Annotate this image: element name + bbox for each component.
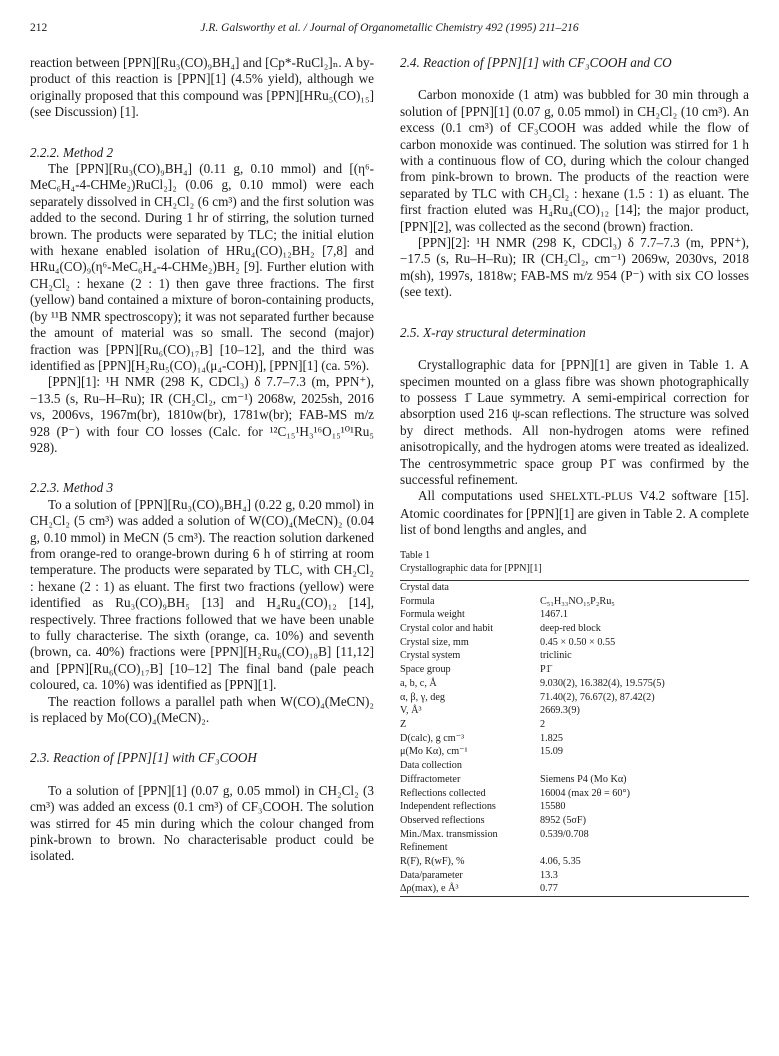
table-row-label: Diffractometer: [400, 773, 461, 785]
table-row-value: Siemens P4 (Mo Kα): [540, 773, 627, 785]
compound-1-nmr-paragraph: [PPN][1]: ¹H NMR (298 K, CDCl₃) δ 7.7–7.3 (m, PPN⁺), −13.5 (s, Ru–H–Ru); IR (CH₂Cl₂, cm⁻¹) 2068w, 2025sh, 2016 vs, 2006vs, 1967m(br), 1810w(br), 1781w(br); FAB-MS m/z 928 (P⁻) with four CO losses (Calc. for ¹²C₁₅¹H₃¹⁶O₁₅¹⁰¹Ru₅ 928).: [30, 374, 374, 455]
table-row: [400, 841, 749, 855]
section-heading-2-4: 2.4. Reaction of [PPN][1] with CF₃COOH and CO: [400, 55, 672, 70]
table-row: [400, 732, 749, 746]
table-row-value: deep-red block: [540, 623, 601, 635]
computations-text-start: All computations used: [418, 488, 544, 504]
table-row-label: Crystal color and habit: [400, 623, 494, 635]
table-row-label: Z: [400, 719, 407, 730]
table-row: [400, 718, 749, 732]
table-row-value: 4.06, 5.35: [540, 856, 581, 868]
table-row-label: Formula weight: [400, 609, 465, 621]
table-row-value: 0.77: [540, 883, 558, 895]
page-number: 212: [30, 22, 48, 34]
table-row-label: Crystal size, mm: [400, 636, 469, 648]
table-row-label: Min./Max. transmission: [400, 828, 498, 840]
table-row-label: μ(Mo Kα), cm⁻¹: [400, 746, 468, 758]
table-row-label: Observed reflections: [400, 814, 485, 826]
table-row-value: 0.539/0.708: [540, 828, 589, 840]
table-row-value: 2: [540, 719, 546, 730]
table-row: [400, 800, 749, 814]
left-column: [30, 55, 374, 865]
running-header: [30, 22, 749, 40]
section-heading-method-2: 2.2.2. Method 2: [30, 144, 114, 160]
table-row: [400, 787, 749, 801]
compound-2-nmr-paragraph: [PPN][2]: ¹H NMR (298 K, CDCl₃) δ 7.7–7.3 (m, PPN⁺), −17.5 (s, Ru–H–Ru); IR (CH₂Cl₂, cm⁻¹) 2069w, 2030vs, 2018 m(sh), 1997s, 1818w; FAB-MS m/z 954 (P⁻) with six CO losses (see text).: [400, 235, 749, 300]
parallel-path-paragraph: The reaction follows a parallel path when W(CO)₄(MeCN)₂ is replaced by Mo(CO)₄(MeCN)₂.: [30, 693, 374, 726]
section-heading-2-5: 2.5. X-ray structural determination: [400, 324, 586, 340]
table-row-label: Δρ(max), e Å³: [400, 883, 459, 895]
table-row-label: Crystal system: [400, 650, 461, 662]
table-row: [400, 773, 749, 787]
table-bottom-rule: [400, 896, 749, 897]
table-row-label: a, b, c, Å: [400, 677, 437, 689]
running-title: J.R. Galsworthy et al. / Journal of Organometallic Chemistry 492 (1995) 211–216: [200, 22, 579, 34]
table-row: [400, 581, 749, 595]
table-row-label: Formula: [400, 595, 435, 607]
table-row-label: Data collection: [400, 760, 462, 772]
table-row-value: C₅₁H₃₃NO₁₅P₂Ru₅: [540, 595, 615, 607]
table-row-label: V, Å³: [400, 705, 422, 717]
table-row: [400, 608, 749, 622]
table-row-value: 9.030(2), 16.382(4), 19.575(5): [540, 677, 665, 689]
table-row-label: Reflections collected: [400, 787, 486, 799]
table-label: Table 1: [400, 549, 431, 561]
table-row: [400, 691, 749, 705]
crystallographic-table: [400, 549, 749, 898]
table-row-value: 15.09: [540, 746, 563, 758]
table-row: [400, 677, 749, 691]
computations-paragraph: [400, 488, 749, 538]
section-2-4-paragraph: Carbon monoxide (1 atm) was bubbled for 30 min through a solution of [PPN][1] (0.07 g, 0.05 mmol) in CH₂Cl₂ (10 cm³). An excess (0.1 cm³) of CF₃COOH was added while the flow of carbon monoxide was continued. The solution was stirred for 1 h with a continuous flow of CO, during which the colour changed from pink-brown to brown. The products of the reaction were separated by TLC with CH₂Cl₂ : hexane (1.5 : 1) as eluant. The first fraction eluted was H₄Ru₄(CO)₁₂ [14]; the major product, [PPN][2], was collected as the second (brown) fraction.: [400, 87, 749, 234]
table-caption: Crystallographic data for [PPN][1]: [400, 563, 542, 575]
table-row-label: R(F), R(wF), %: [400, 856, 465, 868]
table-row-value: P1̄: [540, 664, 551, 676]
section-2-5-paragraph: Crystallographic data for [PPN][1] are given in Table 1. A specimen mounted on a glass fibre was shown photographically to possess 1̄ Laue symmetry. A semi-empirical correction for absorption used 216 ψ-scan reflections. The structure was solved by direct methods. All non-hydrogen atoms were refined anisotropically, and the hydrogen atoms were treated as idealized. The centrosymmetric space group P1̄ was confirmed by the successful refinement.: [400, 357, 749, 487]
table-row-value: triclinic: [540, 650, 572, 662]
table-body: [400, 581, 749, 896]
section-heading-method-3: 2.2.3. Method 3: [30, 480, 114, 496]
table-row: [400, 814, 749, 828]
table-row: [400, 636, 749, 650]
table-row: [400, 855, 749, 869]
table-row-label: D(calc), g cm⁻³: [400, 732, 465, 744]
table-row-value: 2669.3(9): [540, 705, 580, 717]
intro-paragraph: reaction between [PPN][Ru₃(CO)₉BH₄] and [Cp*-RuCl₂]ₙ. A by-product of this reaction is [PPN][1] (4.5% yield), although we originally proposed that this compound was [PPN][HRu₅(CO)₁₅] (see Discussion) [1].: [30, 55, 374, 120]
table-row-value: 1467.1: [540, 609, 569, 621]
section-2-3-paragraph: To a solution of [PPN][1] (0.07 g, 0.05 mmol) in CH₂Cl₂ (3 cm³) was added an excess (0.1 cm³) of CF₃COOH. The solution was stirred for 45 min during which the colour changed from pink-brown to brown. No characterisable product could be isolated.: [30, 782, 374, 864]
right-column: [400, 55, 749, 897]
table-row-value: 16004 (max 2θ = 60°): [540, 787, 630, 799]
table-row-value: 15580: [540, 801, 566, 813]
software-name: SHELXTL-PLUS: [549, 491, 633, 504]
table-row: [400, 745, 749, 759]
section-heading-2-3: 2.3. Reaction of [PPN][1] with CF₃COOH: [30, 750, 257, 766]
table-row-value: 0.45 × 0.50 × 0.55: [540, 636, 616, 648]
table-row: [400, 622, 749, 636]
table-row-value: 1.825: [540, 732, 563, 744]
computations-text-end: V4.2 software [15]. Atomic coordinates for [PPN][1] are given in Table 2. A complete list of bond lengths and angles, and: [400, 488, 749, 538]
method-3-paragraph: To a solution of [PPN][Ru₃(CO)₉BH₄] (0.22 g, 0.20 mmol) in CH₂Cl₂ (5 cm³) was added a solution of W(CO)₄(MeCN)₂ (0.04 g, 0.10 mmol) in MeCN (5 cm³). The reaction solution darkened from orange-red to orange-brown during 6 h of stirring at room temperature. The products were separated by TLC, with CH₂Cl₂ : hexane (2 : 1) as eluant. The first two fractions (yellow) were identified as Ru₃(CO)₉BH₅ [13] and H₄Ru₄(CO)₁₂ [14], respectively. Three fractions followed that we have been unable to fully characterise. The sixth (orange, ca. 10%) and seventh (brown, ca. 40%) fractions were [PPN][H₂Ru₆(CO)₁₈B] [11,12] and [PPN][Ru₆(CO)₁₇B] [10–12] The final band (pale peach coloured, ca. 10%) was identified as [PPN][1].: [30, 496, 374, 693]
table-row-value: 13.3: [540, 869, 558, 881]
table-row: [400, 663, 749, 677]
table-row-label: Crystal data: [400, 581, 449, 593]
table-row: [400, 869, 749, 883]
table-row: [400, 759, 749, 773]
table-row: [400, 882, 749, 896]
table-row-value: 8952 (5σF): [540, 814, 586, 826]
table-row: [400, 649, 749, 663]
table-row-label: Space group: [400, 664, 451, 676]
table-row-label: Independent reflections: [400, 801, 496, 813]
method-2-paragraph: The [PPN][Ru₃(CO)₉BH₄] (0.11 g, 0.10 mmol) and [(η⁶-MeC₆H₄-4-CHMe₂)RuCl₂]₂ (0.06 g, 0.10 mmol) were each separately dissolved in CH₂Cl₂ (6 cm³) and the first solution was added to the second. During 1 hr of stirring, the solution turned brown. The products were separated by TLC; the initial elution with hexane enabled isolation of HRu₄(CO)₁₂BH₂ [7,8] and HRu₄(CO)₉(η⁶-MeC₆H₄-4-CHMe₂)BH₂ [9]. Further elution with CH₂Cl₂ : hexane (2 : 1) then gave three fractions. The first (yellow) band contained a mixture of boron-containing products, (by ¹¹B NMR spectroscopy); it was not separated further because the amount of material was so small. The second (major) fraction was [PPN][Ru₆(CO)₁₇B] [10–12], and the third was identified as [PPN][H₂Ru₅(CO)₁₄(μ₄-COH)], [PPN][1] (ca. 5%).: [30, 161, 374, 373]
table-row-label: Data/parameter: [400, 869, 463, 881]
table-row-label: Refinement: [400, 842, 448, 854]
table-row: [400, 704, 749, 718]
table-row: [400, 595, 749, 609]
table-row-label: α, β, γ, deg: [400, 691, 446, 703]
table-row: [400, 828, 749, 842]
table-row-value: 71.40(2), 76.67(2), 87.42(2): [540, 691, 655, 703]
